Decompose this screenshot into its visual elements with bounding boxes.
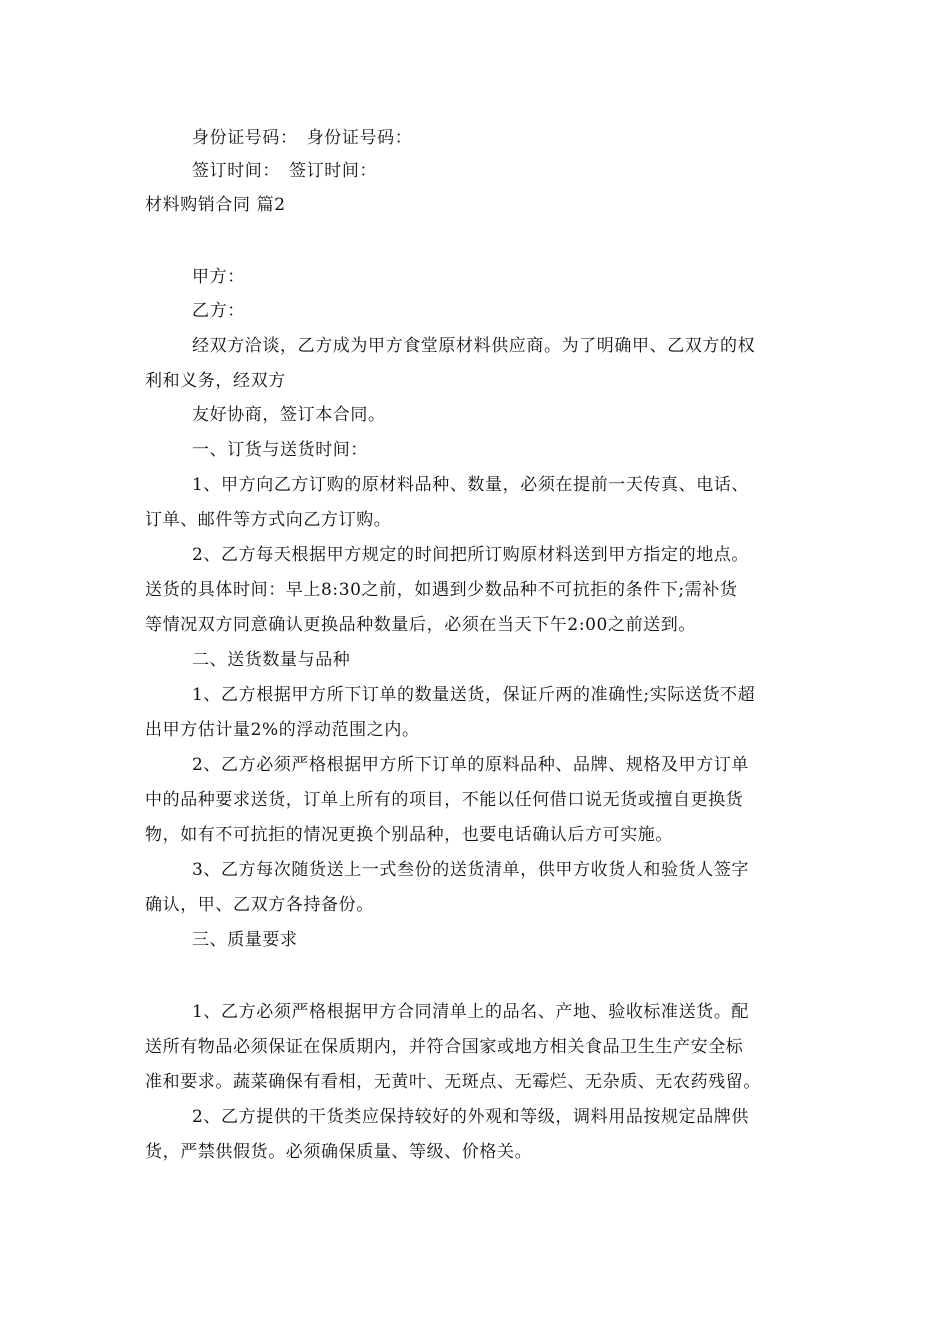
paragraph-line: 1、甲方向乙方订购的原材料品种、数量，必须在提前一天传真、电话、	[192, 475, 750, 495]
paragraph-line: 准和要求。蔬菜确保有看相，无黄叶、无斑点、无霉烂、无杂质、无农药残留。	[145, 1072, 761, 1092]
paragraph-line: 3、乙方每次随货送上一式叁份的送货清单，供甲方收货人和验货人签字	[192, 860, 750, 880]
paragraph-line: 经双方洽谈，乙方成为甲方食堂原材料供应商。为了明确甲、乙双方的权	[192, 336, 756, 356]
id-number-line: 身份证号码： 身份证号码：	[192, 128, 413, 148]
paragraph-line: 送所有物品必须保证在保质期内，并符合国家或地方相关食品卫生生产安全标	[145, 1037, 744, 1057]
paragraph-line: 物，如有不可抗拒的情况更换个别品种，也要电话确认后方可实施。	[145, 825, 673, 845]
paragraph-line: 订单、邮件等方式向乙方订购。	[145, 510, 392, 530]
section-title: 材料购销合同 篇2	[145, 195, 286, 215]
party-a-line: 甲方：	[192, 267, 245, 287]
heading-line: 二、送货数量与品种	[192, 650, 351, 670]
paragraph-line: 2、乙方每天根据甲方规定的时间把所订购原材料送到甲方指定的地点。	[192, 545, 750, 565]
paragraph-line: 1、乙方必须严格根据甲方合同清单上的品名、产地、验收标准送货。配	[192, 1002, 750, 1022]
heading-line: 三、质量要求	[192, 930, 298, 950]
party-b-line: 乙方：	[192, 301, 245, 321]
signing-time-line: 签订时间： 签订时间：	[192, 161, 378, 181]
paragraph-line: 利和义务，经双方	[145, 371, 286, 391]
paragraph-line: 等情况双方同意确认更换品种数量后，必须在当天下午2:00之前送到。	[145, 615, 696, 635]
paragraph-line: 货，严禁供假货。必须确保质量、等级、价格关。	[145, 1142, 533, 1162]
paragraph-line: 1、乙方根据甲方所下订单的数量送货，保证斤两的准确性;实际送货不超	[192, 685, 756, 705]
paragraph-line: 出甲方估计量2%的浮动范围之内。	[145, 720, 420, 740]
paragraph-line: 确认，甲、乙双方各持备份。	[145, 895, 374, 915]
paragraph-line: 2、乙方必须严格根据甲方所下订单的原料品种、品牌、规格及甲方订单	[192, 755, 750, 775]
paragraph-line: 2、乙方提供的干货类应保持较好的外观和等级，调料用品按规定品牌供	[192, 1107, 750, 1127]
paragraph-line: 中的品种要求送货，订单上所有的项目，不能以任何借口说无货或擅自更换货	[145, 790, 744, 810]
paragraph-line: 友好协商，签订本合同。	[192, 405, 386, 425]
paragraph-line: 送货的具体时间：早上8:30之前，如遇到少数品种不可抗拒的条件下;需补货	[145, 580, 738, 600]
heading-line: 一、订货与送货时间：	[192, 440, 368, 460]
